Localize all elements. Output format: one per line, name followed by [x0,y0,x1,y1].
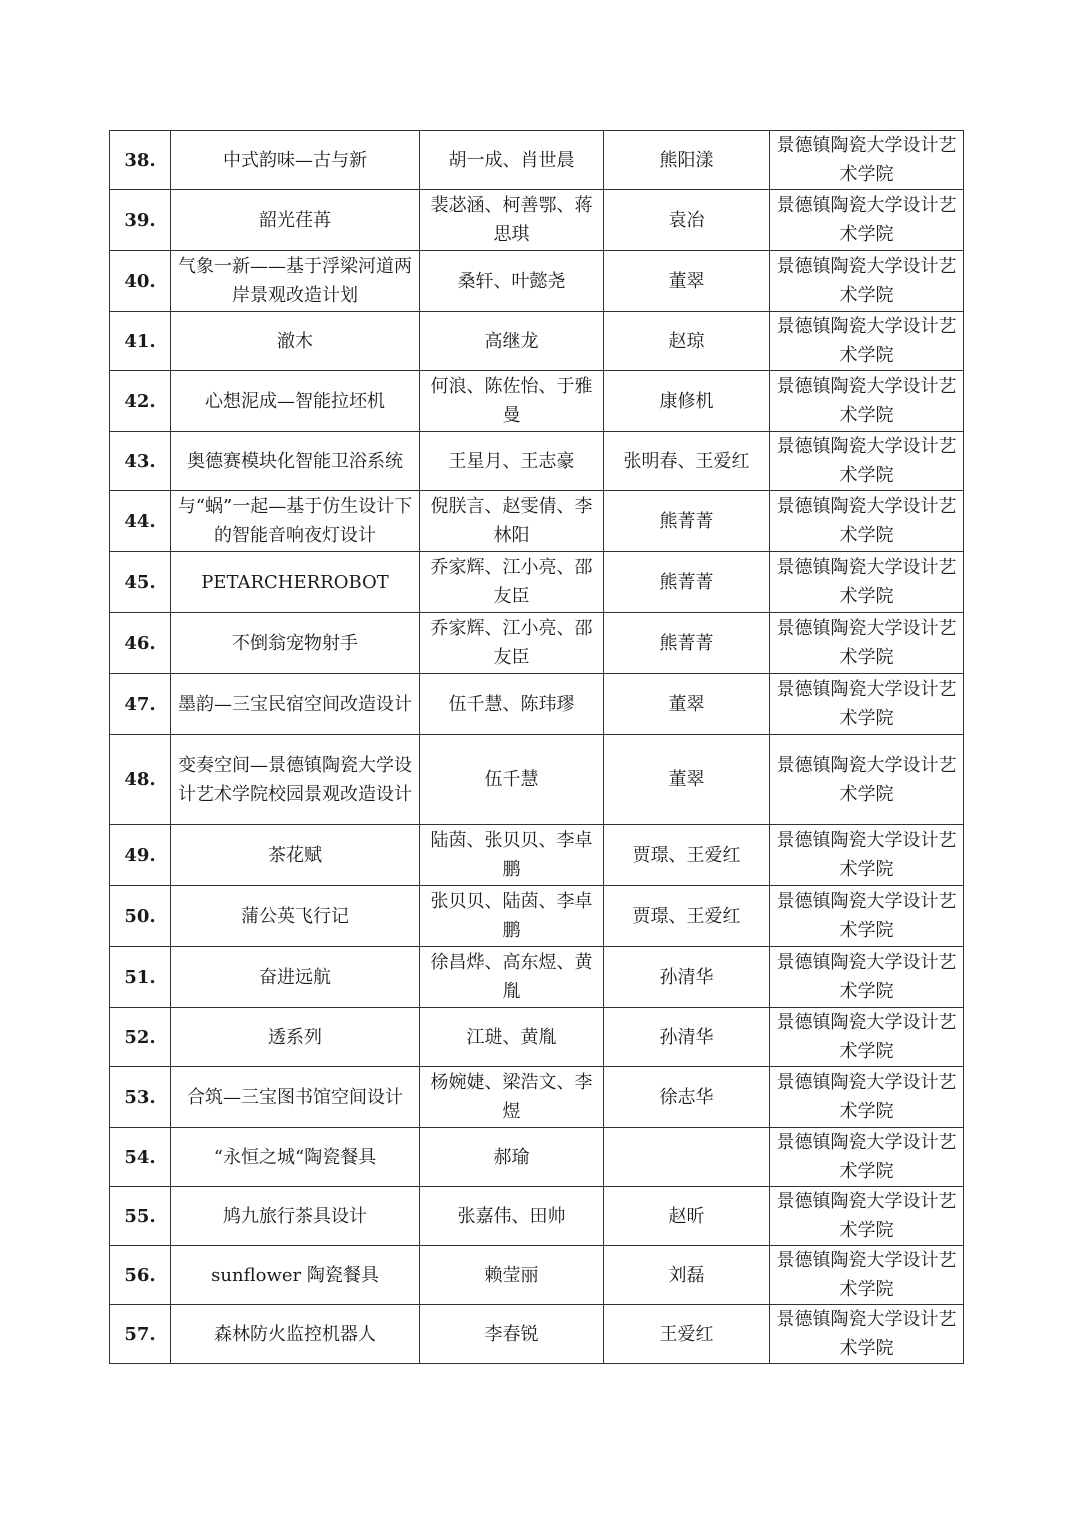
advisor: 康修机 [604,371,770,432]
table-row [110,1187,964,1246]
table-row [110,735,964,825]
table-row [110,491,964,552]
work-title: 蒲公英飞行记 [171,886,420,947]
advisor: 徐志华 [604,1067,770,1128]
work-title: 中式韵味—古与新 [171,131,420,190]
institution: 景德镇陶瓷大学设计艺术学院 [770,886,964,947]
institution: 景德镇陶瓷大学设计艺术学院 [770,1067,964,1128]
institution: 景德镇陶瓷大学设计艺术学院 [770,825,964,886]
table-row [110,825,964,886]
work-title: PETARCHERROBOT [171,552,420,613]
row-number: 41. [110,312,171,371]
table-row [110,613,964,674]
work-title: 茶花赋 [171,825,420,886]
row-number: 39. [110,190,171,251]
table-row [110,131,964,190]
authors: 高继龙 [420,312,604,371]
table-row [110,371,964,432]
advisor: 董翠 [604,674,770,735]
work-title: 墨韵—三宝民宿空间改造设计 [171,674,420,735]
institution: 景德镇陶瓷大学设计艺术学院 [770,613,964,674]
work-title: 心想泥成—智能拉坯机 [171,371,420,432]
work-title: 合筑—三宝图书馆空间设计 [171,1067,420,1128]
institution: 景德镇陶瓷大学设计艺术学院 [770,312,964,371]
table-row [110,1008,964,1067]
table-row [110,1067,964,1128]
row-number: 42. [110,371,171,432]
institution: 景德镇陶瓷大学设计艺术学院 [770,552,964,613]
work-title: 透系列 [171,1008,420,1067]
institution: 景德镇陶瓷大学设计艺术学院 [770,371,964,432]
table-row [110,886,964,947]
authors: 倪朕言、赵雯倩、李林阳 [420,491,604,552]
institution: 景德镇陶瓷大学设计艺术学院 [770,1128,964,1187]
row-number: 54. [110,1128,171,1187]
work-title: 奋进远航 [171,947,420,1008]
work-title: “永恒之城“陶瓷餐具 [171,1128,420,1187]
row-number: 55. [110,1187,171,1246]
advisor: 孙清华 [604,1008,770,1067]
authors: 郝瑜 [420,1128,604,1187]
authors: 徐昌烨、高东煜、黄胤 [420,947,604,1008]
advisor: 熊菁菁 [604,491,770,552]
authors: 何浪、陈佐怡、于雅曼 [420,371,604,432]
authors: 伍千慧、陈玮璆 [420,674,604,735]
advisor: 袁冶 [604,190,770,251]
row-number: 57. [110,1305,171,1364]
table-row [110,251,964,312]
authors: 张贝贝、陆茵、李卓鹏 [420,886,604,947]
advisor: 贾璟、王爱红 [604,886,770,947]
work-title: 与“蜗”一起—基于仿生设计下的智能音响夜灯设计 [171,491,420,552]
row-number: 44. [110,491,171,552]
row-number: 38. [110,131,171,190]
institution: 景德镇陶瓷大学设计艺术学院 [770,1246,964,1305]
row-number: 48. [110,735,171,825]
institution: 景德镇陶瓷大学设计艺术学院 [770,947,964,1008]
advisor: 赵昕 [604,1187,770,1246]
row-number: 45. [110,552,171,613]
institution: 景德镇陶瓷大学设计艺术学院 [770,131,964,190]
advisor: 王爱红 [604,1305,770,1364]
award-list-body [110,131,964,1364]
table-row [110,552,964,613]
advisor: 张明春、王爱红 [604,432,770,491]
work-title: sunflower 陶瓷餐具 [171,1246,420,1305]
institution: 景德镇陶瓷大学设计艺术学院 [770,491,964,552]
authors: 乔家辉、江小亮、邵友臣 [420,613,604,674]
advisor: 熊阳漾 [604,131,770,190]
row-number: 50. [110,886,171,947]
advisor: 董翠 [604,251,770,312]
institution: 景德镇陶瓷大学设计艺术学院 [770,251,964,312]
work-title: 不倒翁宠物射手 [171,613,420,674]
row-number: 56. [110,1246,171,1305]
advisor: 孙清华 [604,947,770,1008]
table-row [110,674,964,735]
table-row [110,190,964,251]
institution: 景德镇陶瓷大学设计艺术学院 [770,1305,964,1364]
row-number: 49. [110,825,171,886]
advisor: 赵琼 [604,312,770,371]
table-row [110,1246,964,1305]
institution: 景德镇陶瓷大学设计艺术学院 [770,432,964,491]
row-number: 46. [110,613,171,674]
row-number: 47. [110,674,171,735]
work-title: 澈木 [171,312,420,371]
row-number: 51. [110,947,171,1008]
authors: 桑轩、叶懿尧 [420,251,604,312]
authors: 王星月、王志豪 [420,432,604,491]
table-row [110,432,964,491]
institution: 景德镇陶瓷大学设计艺术学院 [770,1187,964,1246]
row-number: 53. [110,1067,171,1128]
row-number: 52. [110,1008,171,1067]
authors: 伍千慧 [420,735,604,825]
work-title: 气象一新——基于浮梁河道两岸景观改造计划 [171,251,420,312]
table-row [110,312,964,371]
authors: 胡一成、肖世晨 [420,131,604,190]
institution: 景德镇陶瓷大学设计艺术学院 [770,190,964,251]
authors: 江琎、黄胤 [420,1008,604,1067]
authors: 乔家辉、江小亮、邵友臣 [420,552,604,613]
work-title: 韶光荏苒 [171,190,420,251]
advisor: 贾璟、王爱红 [604,825,770,886]
advisor: 熊菁菁 [604,552,770,613]
work-title: 奥德赛模块化智能卫浴系统 [171,432,420,491]
authors: 赖莹丽 [420,1246,604,1305]
award-list-table [109,130,964,1364]
advisor [604,1128,770,1187]
authors: 陆茵、张贝贝、李卓鹏 [420,825,604,886]
authors: 李春锐 [420,1305,604,1364]
institution: 景德镇陶瓷大学设计艺术学院 [770,1008,964,1067]
authors: 杨婉婕、梁浩文、李煜 [420,1067,604,1128]
advisor: 熊菁菁 [604,613,770,674]
table-row [110,1305,964,1364]
work-title: 森林防火监控机器人 [171,1305,420,1364]
institution: 景德镇陶瓷大学设计艺术学院 [770,674,964,735]
advisor: 董翠 [604,735,770,825]
work-title: 变奏空间—景德镇陶瓷大学设计艺术学院校园景观改造设计 [171,735,420,825]
authors: 裴苾涵、柯善鄂、蒋思琪 [420,190,604,251]
work-title: 鸠九旅行茶具设计 [171,1187,420,1246]
row-number: 43. [110,432,171,491]
row-number: 40. [110,251,171,312]
table-row [110,947,964,1008]
advisor: 刘磊 [604,1246,770,1305]
institution: 景德镇陶瓷大学设计艺术学院 [770,735,964,825]
table-row [110,1128,964,1187]
authors: 张嘉伟、田帅 [420,1187,604,1246]
